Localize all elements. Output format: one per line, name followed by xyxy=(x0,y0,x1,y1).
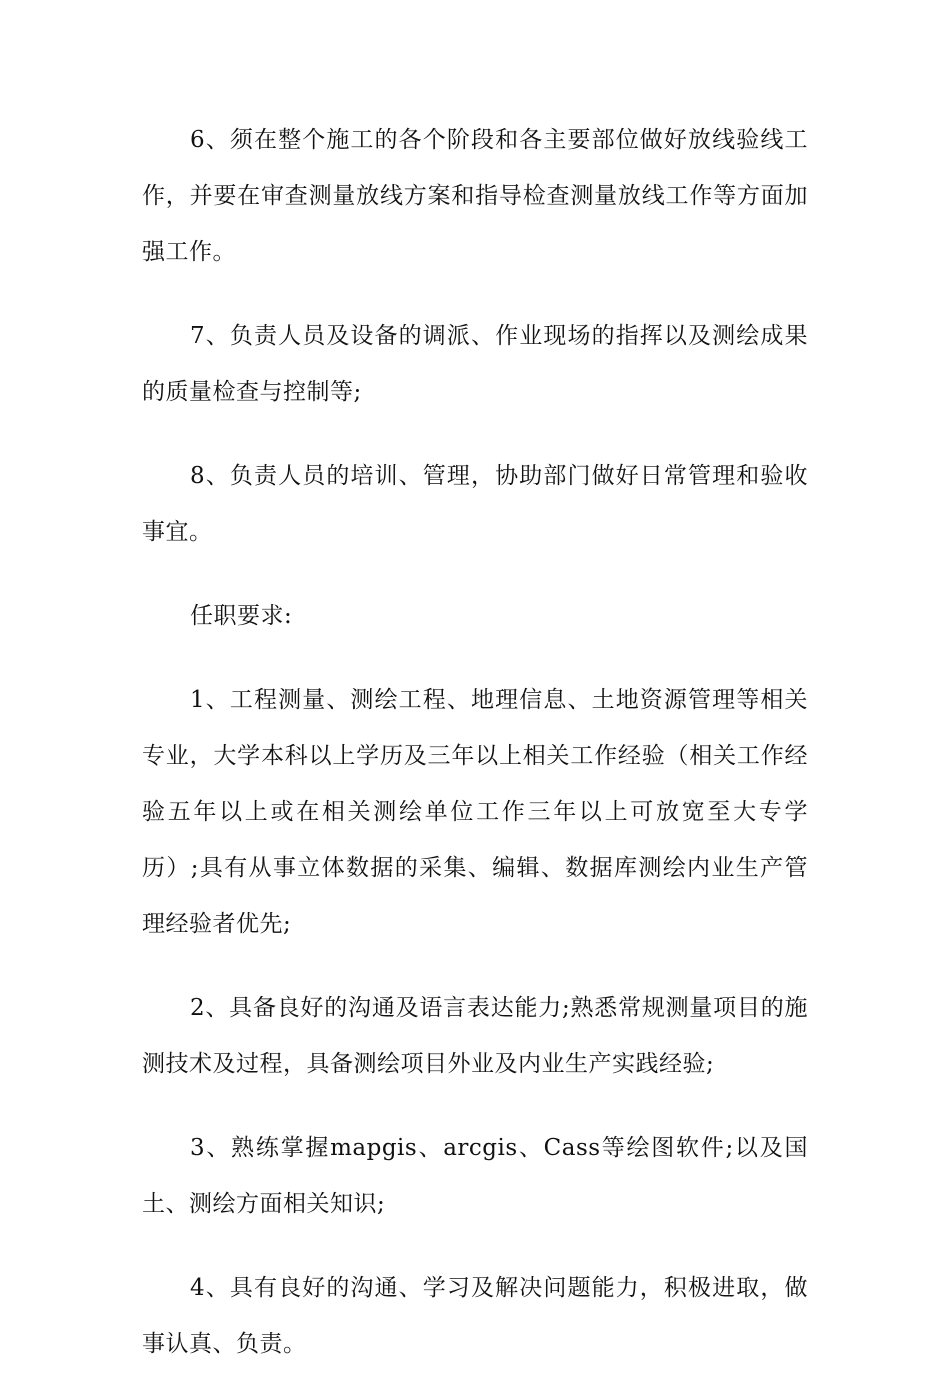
requirement-item-1: 1、工程测量、测绘工程、地理信息、土地资源管理等相关专业，大学本科以上学历及三年以上相关工作经验（相关工作经验五年以上或在相关测绘单位工作三年以上可放宽至大专学历）;具有从事立体数据的采集、编辑、数据库测绘内业生产管理经验者优先; xyxy=(142,687,808,937)
document-body xyxy=(142,112,808,1400)
paragraph-item-8: 8、负责人员的培训、管理，协助部门做好日常管理和验收事宜。 xyxy=(142,463,808,545)
section-heading-requirements: 任职要求: xyxy=(190,603,293,629)
paragraph-item-7: 7、负责人员及设备的调派、作业现场的指挥以及测绘成果的质量检查与控制等; xyxy=(142,323,808,405)
paragraph-item-6: 6、须在整个施工的各个阶段和各主要部位做好放线验线工作，并要在审查测量放线方案和指导检查测量放线工作等方面加强工作。 xyxy=(142,127,808,265)
requirement-item-3: 3、熟练掌握mapgis、arcgis、Cass等绘图软件;以及国土、测绘方面相关知识; xyxy=(142,1135,808,1217)
requirement-item-4: 4、具有良好的沟通、学习及解决问题能力，积极进取，做事认真、负责。 xyxy=(142,1275,808,1357)
requirement-item-2: 2、具备良好的沟通及语言表达能力;熟悉常规测量项目的施测技术及过程，具备测绘项目外业及内业生产实践经验; xyxy=(142,995,808,1077)
